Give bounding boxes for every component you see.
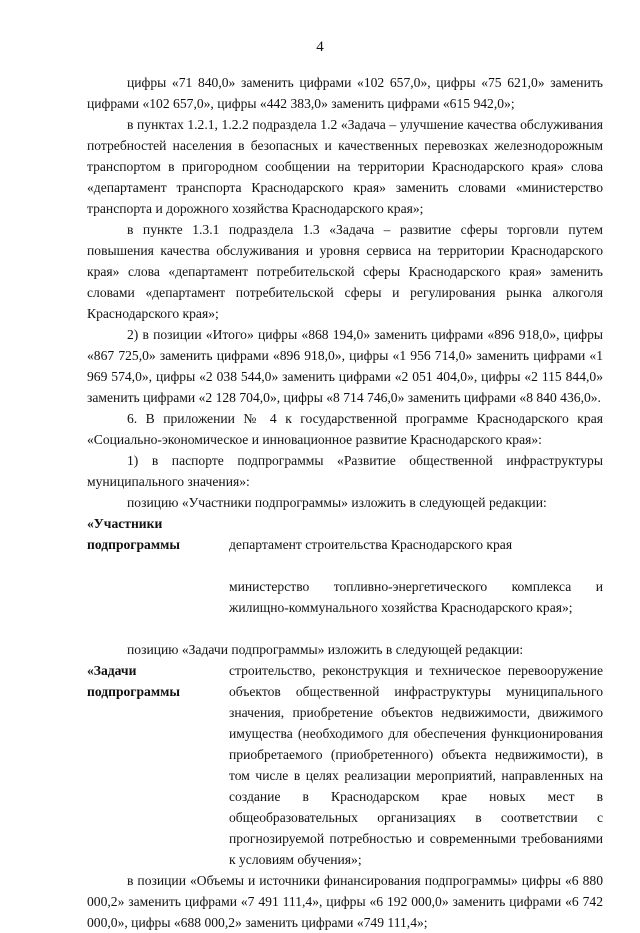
page-number: 4 <box>316 39 324 55</box>
paragraph: в позиции «Объемы и источники финансирования подпрограммы» цифры «6 880 000,2» заменить цифрами «7 491 111,4», цифры «6 192 000,0» заменить цифрами «6 742 000,0», цифры «688 000,2» заменить цифрами «749 111,4»; <box>87 873 603 930</box>
tasks-value: строительство, реконструкция и техническое перевооружение объектов общественной инфраструктуры муниципального значения, приобретение объектов недвижимости, движимого имущества (необходимого для обеспечения функционирования приобретаемого (приобретенного) объекта недвижимости), в том числе в целях реализации мероприятий, направленных на создание в Краснодарском крае новых мест в общеобразовательных организациях в соответствии с прогнозируемой потребностью и современными требованиями к условиям обучения»; <box>229 663 603 867</box>
participants-row <box>87 513 603 639</box>
paragraph: позицию «Участники подпрограммы» изложить в следующей редакции: <box>127 495 547 510</box>
tasks-label: «Задачи подпрограммы <box>87 663 180 699</box>
participants-line: министерство топливно-энергетического комплекса и жилищно-коммунального хозяйства Краснодарского края»; <box>229 579 603 615</box>
participants-value <box>229 513 603 639</box>
paragraph: в пунктах 1.2.1, 1.2.2 подраздела 1.2 «Задача – улучшение качества обслуживания потребностей населения в безопасных и качественных перевозках железнодорожным транспортом в пригородном сообщении на территории Краснодарского края» слова «департамент транспорта Краснодарского края» заменить словами «министерство транспорта и дорожного хозяйства Краснодарского края»; <box>87 117 603 216</box>
tasks-row <box>87 660 603 870</box>
paragraph: позицию «Задачи подпрограммы» изложить в следующей редакции: <box>127 642 524 657</box>
paragraph: 1) в паспорте подпрограммы «Развитие общественной инфраструктуры муниципального значения»: <box>87 453 603 489</box>
paragraph: цифры «71 840,0» заменить цифрами «102 657,0», цифры «75 621,0» заменить цифрами «102 657,0», цифры «442 383,0» заменить цифрами «615 942,0»; <box>87 75 603 111</box>
paragraph: 2) в позиции «Итого» цифры «868 194,0» заменить цифрами «896 918,0», цифры «867 725,0» заменить цифрами «896 918,0», цифры «1 956 714,0» заменить цифрами «1 969 574,0», цифры «2 038 544,0» заменить цифрами «2 051 404,0», цифры «2 115 844,0» заменить цифрами «2 128 704,0», цифры «8 714 746,0» заменить цифрами «8 840 436,0». <box>87 327 603 405</box>
paragraph: в пункте 1.3.1 подраздела 1.3 «Задача – развитие сферы торговли путем повышения качества обслуживания и уровня сервиса на территории Краснодарского края» слова «департамент потребительской сферы Краснодарского края» заменить словами «департамент потребительской сферы и регулирования рынка алкоголя Краснодарского края»; <box>87 222 603 321</box>
document-body <box>87 72 603 933</box>
paragraph: 6. В приложении № 4 к государственной программе Краснодарского края «Социально-экономическое и инновационное развитие Краснодарского края»: <box>87 411 603 447</box>
participants-label: «Участники подпрограммы <box>87 516 180 552</box>
participants-line: департамент строительства Краснодарского края <box>229 537 513 552</box>
